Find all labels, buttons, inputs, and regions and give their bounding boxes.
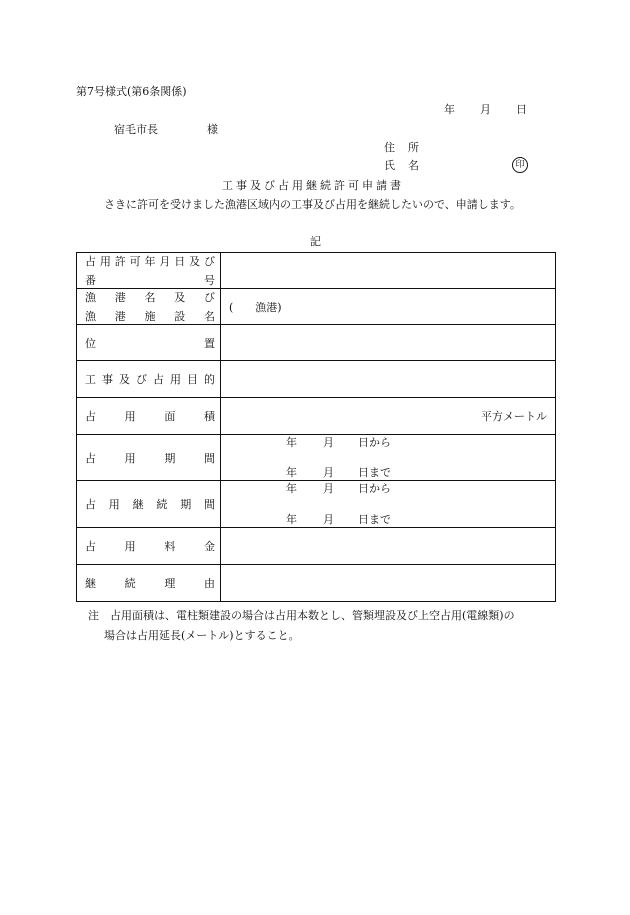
area-label <box>77 398 221 435</box>
label-char: 積 <box>203 410 215 423</box>
harbor-name-label <box>77 289 221 325</box>
reason-label <box>77 565 221 602</box>
table-row <box>77 435 556 481</box>
label-char: 番 <box>85 274 96 287</box>
cont-to-day: 日まで <box>358 513 391 526</box>
name-label-1: 氏 <box>384 159 395 172</box>
area-value[interactable] <box>221 398 556 435</box>
label-char: 用 <box>170 373 181 386</box>
label-char: 用 <box>124 410 136 423</box>
table-row <box>77 481 556 528</box>
addressee-honorific: 様 <box>207 123 218 136</box>
period-label <box>77 435 221 481</box>
cont-to-year: 年 <box>286 513 297 526</box>
label-char: 及 <box>119 373 130 386</box>
footnote-line2: 場合は占用延長(メートル)とすること。 <box>104 629 300 642</box>
label-char: 施 <box>144 310 156 323</box>
label-char: 占 <box>153 373 164 386</box>
harbor-name-line1 <box>85 289 215 305</box>
permit-date-number-value[interactable] <box>221 253 556 289</box>
label-char: 港 <box>114 291 126 304</box>
continuation-period-value[interactable] <box>221 481 556 528</box>
label-char: 料 <box>164 540 176 553</box>
cont-to-month: 月 <box>323 513 334 526</box>
period-to-month: 月 <box>323 466 334 479</box>
label-char: 港 <box>114 310 126 323</box>
cont-from-month: 月 <box>323 482 334 495</box>
footnote-line1: 注 占用面積は、電柱類建設の場合は占用本数とし、管類埋設及び上空占用(電線類)の <box>88 609 515 622</box>
label-char: び <box>136 373 147 386</box>
label-char: 用 <box>124 451 136 465</box>
intro-text: さきに許可を受けました漁港区域内の工事及び占用を継続したいので、申請します。 <box>104 198 521 211</box>
application-table <box>76 252 556 602</box>
reason-value[interactable] <box>221 565 556 602</box>
label-char: 用 <box>124 540 136 553</box>
date-year-label: 年 <box>444 103 455 116</box>
cont-from-day: 日から <box>358 482 391 495</box>
document-title: 工事及び占用継続許可申請書 <box>222 179 404 192</box>
permit-date-number-line2 <box>85 272 215 288</box>
label-char: 用 <box>108 498 120 511</box>
cont-from-year: 年 <box>286 482 297 495</box>
harbor-name-line2 <box>85 308 215 324</box>
label-char: 期 <box>180 498 192 511</box>
form-number: 第7号様式(第6条関係) <box>76 85 187 98</box>
label-char: 期 <box>164 451 176 465</box>
name-label-2: 名 <box>408 159 419 172</box>
period-from-year: 年 <box>286 436 297 449</box>
table-row <box>77 253 556 289</box>
period-to-day: 日まで <box>358 466 391 479</box>
footnote <box>88 606 515 646</box>
label-char: 名 <box>144 291 156 304</box>
label-char: 号 <box>204 274 215 287</box>
location-value[interactable] <box>221 325 556 361</box>
address-label-2: 所 <box>408 141 419 154</box>
fee-value[interactable] <box>221 528 556 565</box>
permit-date-number-label <box>77 253 221 289</box>
label-char: 可 <box>129 255 141 268</box>
label-char: 漁 <box>85 310 96 323</box>
label-char: 占 <box>85 410 96 423</box>
date-month-label: 月 <box>480 103 491 116</box>
label-char: 面 <box>164 410 176 423</box>
label-char: 理 <box>164 577 176 590</box>
harbor-name-text: ( 漁港) <box>229 300 282 314</box>
label-char: 占 <box>85 540 96 553</box>
label-char: 漁 <box>85 291 96 304</box>
label-char: 占 <box>85 451 96 465</box>
date-day-label: 日 <box>516 103 527 116</box>
table-row <box>77 528 556 565</box>
label-char: 的 <box>204 373 215 386</box>
label-char: 日 <box>174 255 186 268</box>
seal-mark: 印 <box>512 157 528 173</box>
table-row <box>77 325 556 361</box>
label-char: 及 <box>174 291 186 304</box>
label-char: 継 <box>132 498 144 511</box>
label-char: 年 <box>144 255 156 268</box>
table-row <box>77 398 556 435</box>
label-char: 及 <box>189 255 201 268</box>
addressee-name: 宿毛市長 <box>114 123 158 136</box>
label-char: 許 <box>114 255 126 268</box>
label-char: 工 <box>85 373 96 386</box>
label-char: 間 <box>203 498 215 511</box>
label-char: 月 <box>159 255 171 268</box>
label-char: 間 <box>203 451 215 465</box>
purpose-label <box>77 361 221 398</box>
label-char: 占 <box>85 255 96 268</box>
period-to-year: 年 <box>286 466 297 479</box>
label-char: 占 <box>85 498 96 511</box>
period-from-day: 日から <box>358 436 391 449</box>
label-char: び <box>204 255 215 268</box>
label-char: 継 <box>85 577 96 590</box>
label-char: 置 <box>204 336 215 350</box>
location-label <box>77 325 221 361</box>
label-char: 続 <box>124 577 136 590</box>
area-unit: 平方メートル <box>481 410 547 423</box>
label-char: 金 <box>203 540 215 553</box>
label-char: 続 <box>156 498 168 511</box>
purpose-value[interactable] <box>221 361 556 398</box>
address-label-1: 住 <box>384 141 395 154</box>
fee-label <box>77 528 221 565</box>
label-char: 目 <box>187 373 198 386</box>
label-char: 設 <box>174 310 186 323</box>
label-char: 用 <box>99 255 111 268</box>
ki-heading: 記 <box>310 235 321 248</box>
label-char: び <box>204 291 215 304</box>
label-char: 由 <box>203 577 215 590</box>
table-row <box>77 361 556 398</box>
label-char: 事 <box>102 373 113 386</box>
table-row <box>77 289 556 325</box>
period-value[interactable] <box>221 435 556 481</box>
table-row <box>77 565 556 602</box>
continuation-period-label <box>77 481 221 528</box>
harbor-name-value[interactable] <box>221 289 556 325</box>
label-char: 位 <box>85 336 96 350</box>
period-from-month: 月 <box>323 436 334 449</box>
permit-date-number-line1 <box>85 253 215 269</box>
label-char: 名 <box>204 310 215 323</box>
